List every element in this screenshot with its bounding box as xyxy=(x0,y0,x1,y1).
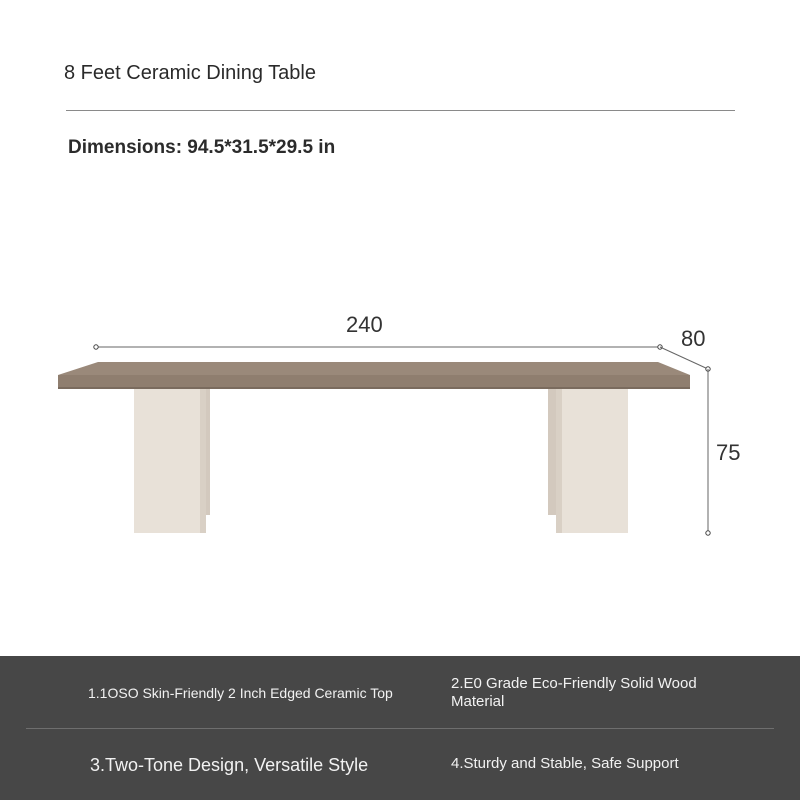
right-leg-shade xyxy=(556,389,562,533)
width-dimension-start xyxy=(94,345,98,349)
tabletop-edge-shadow xyxy=(58,387,690,389)
feature-1: 1.1OSO Skin-Friendly 2 Inch Edged Ceramic Top xyxy=(88,685,393,701)
feature-3: 3.Two-Tone Design, Versatile Style xyxy=(90,755,369,775)
product-title: 8 Feet Ceramic Dining Table xyxy=(64,62,316,84)
feature-4: 4.Sturdy and Stable, Safe Support xyxy=(451,755,679,772)
height-dimension-end xyxy=(706,531,710,535)
features-panel xyxy=(0,656,800,800)
table-diagram xyxy=(0,290,800,560)
height-label: 75 xyxy=(716,440,741,465)
features-divider xyxy=(26,728,774,729)
width-label: 240 xyxy=(346,312,383,337)
left-leg xyxy=(134,389,206,533)
table-illustration xyxy=(0,290,800,560)
depth-label: 80 xyxy=(681,326,706,351)
left-leg-shade xyxy=(200,389,206,533)
right-leg xyxy=(556,389,628,533)
feature-2: 2.E0 Grade Eco-Friendly Solid Wood Material xyxy=(451,675,697,710)
tabletop-edge xyxy=(58,375,690,389)
tabletop-surface xyxy=(58,362,690,375)
title-divider xyxy=(66,110,735,111)
dimensions-text: Dimensions: 94.5*31.5*29.5 in xyxy=(68,137,336,158)
